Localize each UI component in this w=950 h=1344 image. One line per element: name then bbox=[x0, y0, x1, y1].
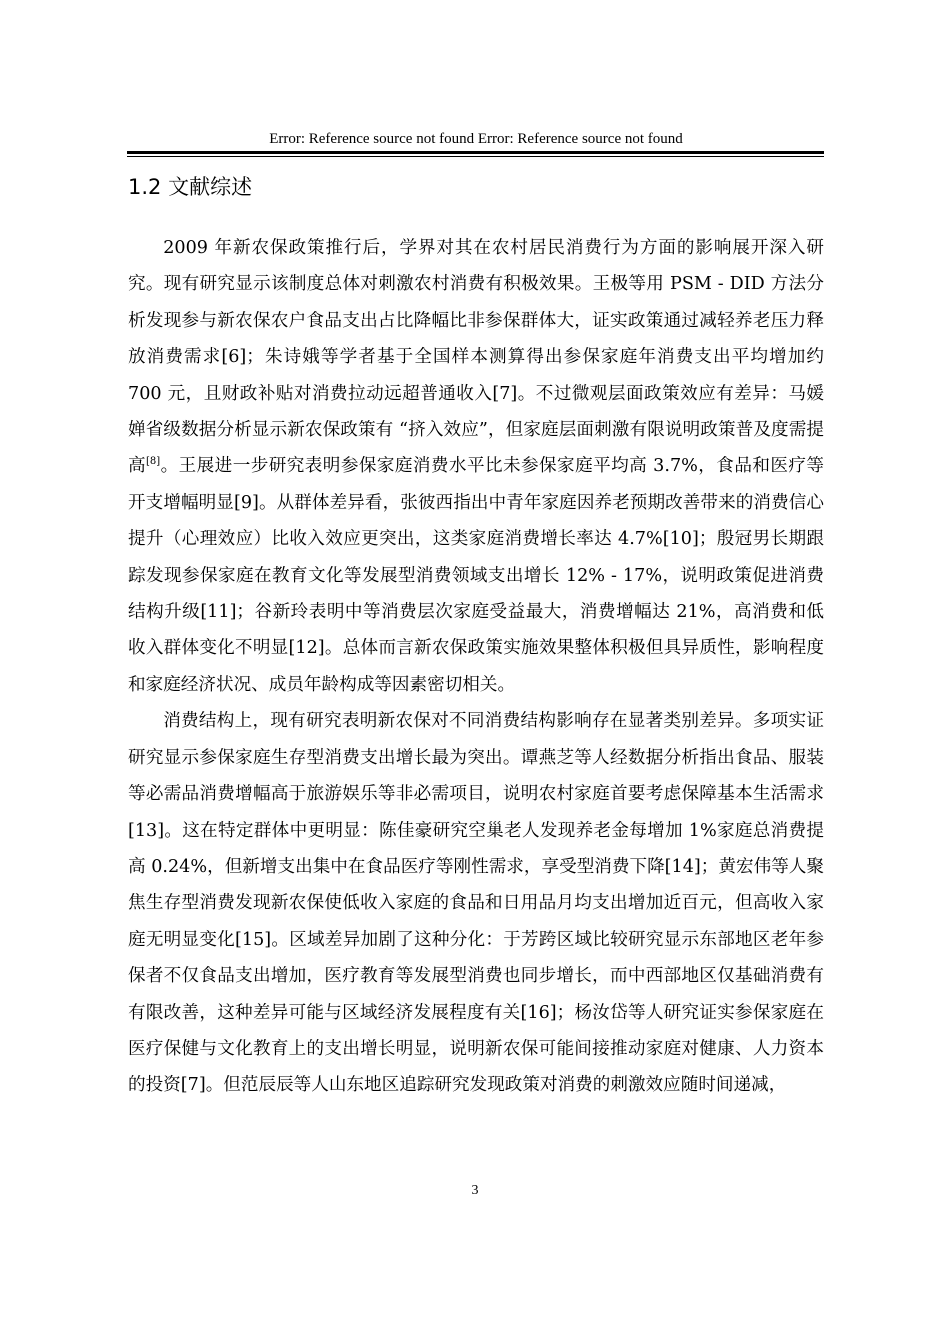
paragraph-1-text-continued: 。王展进一步研究表明参保家庭消费水平比未参保家庭平均高 3.7%，食品和医疗等开支增幅明显[9]。从群体差异看，张彼西指出中青年家庭因养老预期改善带来的消费信心提升（心理效应）比收入效应更突出，这类家庭消费增长率达 4.7%[10]；殷冠男长期跟踪发现参保家庭在教育文化等发展型消费领域支出增长 12% - 17%，说明政策促进消费结构升级[11]；谷新玲表明中等消费层次家庭受益最大，消费增幅达 21%，高消费和低收入群体变化不明显[12]。总体而言新农保政策实施效果整体积极但具异质性，影响程度和家庭经济状况、成员年龄构成等因素密切相关。 bbox=[128, 456, 824, 695]
body-text bbox=[128, 230, 824, 1104]
paragraph-1 bbox=[128, 230, 824, 703]
paragraph-1-text: 2009 年新农保政策推行后，学界对其在农村居民消费行为方面的影响展开深入研究。现有研究显示该制度总体对刺激农村消费有积极效果。王极等用 PSM - DID 方法分析发现参与新农保农户食品支出占比降幅比非参保群体大，证实政策通过减轻养老压力释放消费需求[6]；朱诗娥等学者基于全国样本测算得出参保家庭年消费支出平均增加约 700 元，且财政补贴对消费拉动远超普通收入[7]。不过微观层面政策效应有差异：马媛婵省级数据分析显示新农保政策有 “挤入效应”，但家庭层面刺激有限说明政策普及度需提高 bbox=[128, 238, 824, 477]
header-rule-thick bbox=[127, 151, 824, 154]
citation-superscript: [8] bbox=[146, 456, 161, 468]
section-heading: 1.2 文献综述 bbox=[128, 175, 253, 199]
page-number: 3 bbox=[471, 1183, 479, 1198]
paragraph-2: 消费结构上，现有研究表明新农保对不同消费结构影响存在显著类别差异。多项实证研究显示参保家庭生存型消费支出增长最为突出。谭燕芝等人经数据分析指出食品、服装等必需品消费增幅高于旅游娱乐等非必需项目，说明农村家庭首要考虑保障基本生活需求[13]。这在特定群体中更明显：陈佳豪研究空巢老人发现养老金每增加 1%家庭总消费提高 0.24%，但新增支出集中在食品医疗等刚性需求，享受型消费下降[14]；黄宏伟等人聚焦生存型消费发现新农保使低收入家庭的食品和日用品月均支出增加近百元，但高收入家庭无明显变化[15]。区域差异加剧了这种分化：于芳跨区域比较研究显示东部地区老年参保者不仅食品支出增加，医疗教育等发展型消费也同步增长，而中西部地区仅基础消费有有限改善，这种差异可能与区域经济发展程度有关[16]；杨汝岱等人研究证实参保家庭在医疗保健与文化教育上的支出增长明显，说明新农保可能间接推动家庭对健康、人力资本的投资[7]。但范辰辰等人山东地区追踪研究发现政策对消费的刺激效应随时间递减， bbox=[128, 711, 824, 1096]
running-header: Error: Reference source not found Error: Reference source not found bbox=[269, 131, 683, 147]
header-rule-thin bbox=[127, 156, 824, 157]
